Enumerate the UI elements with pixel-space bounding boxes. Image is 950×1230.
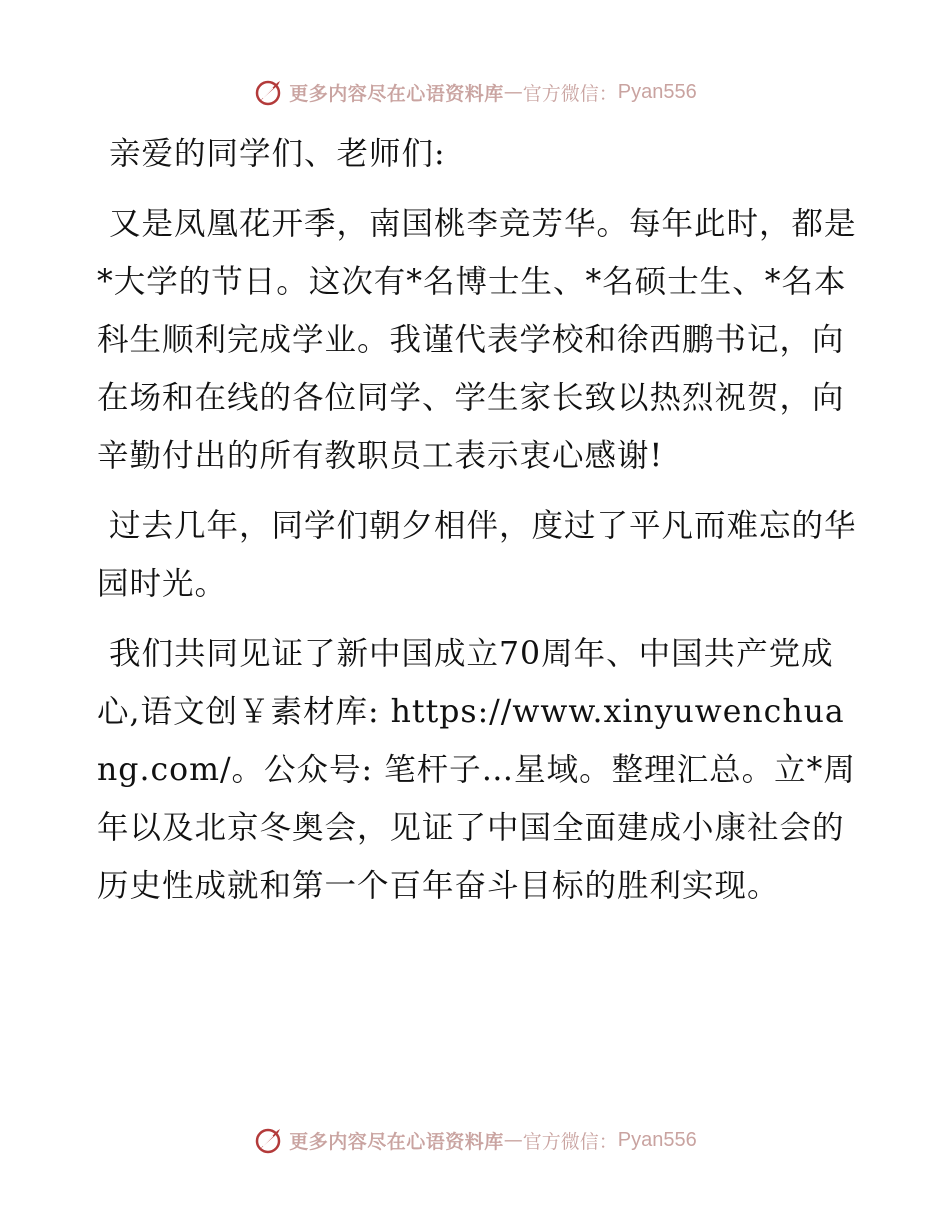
footer-wechat-id: Pyan556: [617, 1128, 697, 1151]
document-body: [97, 125, 857, 927]
header-wechat-id: Pyan556: [617, 80, 697, 103]
header-promo-text: 更多内容尽在心语资料库: [289, 82, 504, 105]
feather-pen-logo-icon: [253, 77, 283, 107]
paragraph-3: 我们共同见证了新中国成立70周年、中国共产党成心,语文创￥素材库: https://www.xinyuwenchuang.com/。公众号: 笔杆子…星域。整理汇总。立*周年以及北京冬奥会，见证了中国全面建成小康社会的历史性成就和第一个百年奋斗目标的胜利实现。: [97, 636, 856, 904]
feather-pen-logo-icon: [253, 1125, 283, 1155]
header-official-label: 官方微信：: [522, 82, 618, 105]
footer-official-label: 官方微信：: [522, 1130, 618, 1153]
paragraph-1: 又是凤凰花开季，南国桃李竞芳华。每年此时，都是*大学的节日。这次有*名博士生、*名硕士生、*名本科生顺利完成学业。我谨代表学校和徐西鹏书记，向在场和在线的各位同学、学生家长致以热烈祝贺，向辛勤付出的所有教职员工表示衷心感谢!: [97, 206, 857, 474]
footer-dash: —: [503, 1129, 523, 1151]
footer-promo-text: 更多内容尽在心语资料库: [289, 1130, 504, 1153]
header-banner: [0, 72, 950, 112]
paragraph-2: 过去几年，同学们朝夕相伴，度过了平凡而难忘的华园时光。: [97, 508, 857, 602]
footer-banner: [0, 1120, 950, 1160]
greeting-line: 亲爱的同学们、老师们:: [109, 136, 446, 172]
header-dash: —: [503, 81, 523, 103]
